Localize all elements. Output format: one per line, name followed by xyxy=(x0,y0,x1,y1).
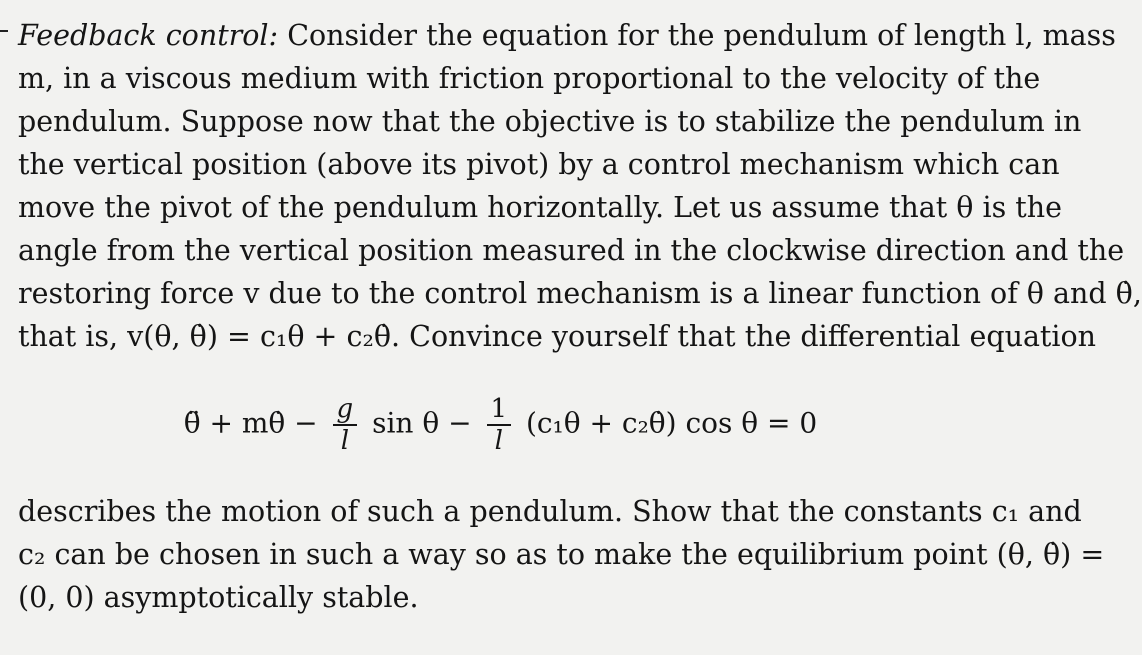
paragraph-2-line-2: c₂ can be chosen in such a way so as to make the equilibrium point (θ, θ̇) = xyxy=(18,538,1105,571)
fraction-1-denominator: l xyxy=(494,426,503,456)
problem-paragraph-1 xyxy=(18,14,1142,358)
equation-content xyxy=(184,396,817,454)
paragraph-2-line-1: describes the motion of such a pendulum. Show that the constants c₁ and xyxy=(18,495,1082,528)
lead-label: Feedback control: xyxy=(18,19,279,52)
fraction-1-over-l xyxy=(487,396,512,454)
margin-mark xyxy=(0,30,8,32)
equation-spacing-top xyxy=(18,358,1003,384)
paragraph-1-line-3: pendulum. Suppose now that the objective is to stabilize the pendulum in xyxy=(18,105,1082,138)
paragraph-1-line-8: that is, v(θ, θ̇) = c₁θ + c₂θ̇. Convince yourself that the differential equation xyxy=(18,320,1097,353)
equation-part-3: (c₁θ + c₂θ̇) cos θ = 0 xyxy=(525,406,818,440)
fraction-1-numerator: 1 xyxy=(487,396,512,426)
paragraph-1-line-1-text: Consider the equation for the pendulum of length xyxy=(287,19,1007,52)
paragraph-1-line-6: angle from the vertical position measured in the clockwise direction and the xyxy=(18,234,1125,267)
equation-part-1: θ̈ + mθ̇ − xyxy=(183,406,318,440)
paragraph-1-line-5: move the pivot of the pendulum horizontally. Let us assume that θ is the xyxy=(18,191,1062,224)
paragraph-1-line-1 xyxy=(18,14,1116,57)
fraction-g-numerator: g xyxy=(333,396,358,426)
fraction-g-denominator: l xyxy=(340,426,350,456)
paragraph-1-line-7: restoring force v due to the control mechanism is a linear function of θ and θ̇, xyxy=(18,277,1142,310)
paragraph-2-line-3: (0, 0) asymptotically stable. xyxy=(18,581,419,614)
paragraph-1-line-2: m, in a viscous medium with friction proportional to the velocity of the xyxy=(18,62,1041,95)
fraction-g-over-l xyxy=(333,396,358,454)
paragraph-1-line-1-suffix: l, mass xyxy=(1015,19,1116,52)
equation-part-2: sin θ − xyxy=(372,406,472,440)
problem-paragraph-2 xyxy=(18,490,1105,619)
paragraph-1-line-4: the vertical position (above its pivot) by a control mechanism which can xyxy=(18,148,1060,181)
differential-equation xyxy=(18,384,1003,474)
